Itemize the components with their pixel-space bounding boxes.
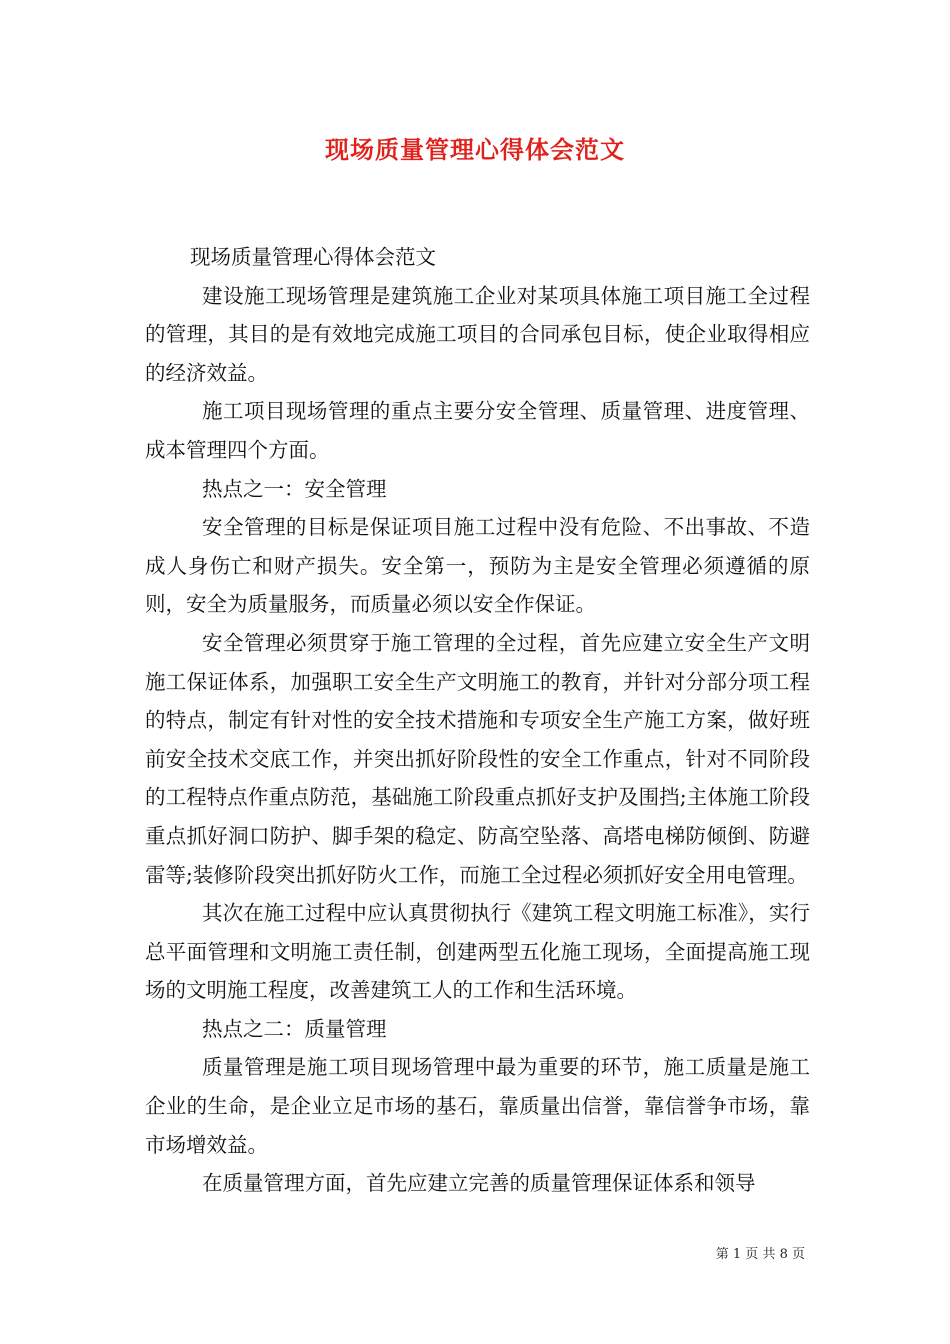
document-title: 现场质量管理心得体会范文 — [325, 135, 625, 164]
heading-safety: 热点之一：安全管理 — [202, 476, 387, 501]
paragraph-safety-goal: 安全管理的目标是保证项目施工过程中没有危险、不出事故、不造成人身伤亡和财产损失。安全第一，预防为主是安全管理必须遵循的原则，安全为质量服务，而质量必须以安全作保证。 — [145, 515, 810, 617]
paragraph-civilized-construction: 其次在施工过程中应认真贯彻执行《建筑工程文明施工标准》，实行总平面管理和文明施工责任制，创建两型五化施工现场，全面提高施工现场的文明施工程度，改善建筑工人的工作和生活环境。 — [145, 901, 810, 1003]
footer-suffix: 页 — [791, 1247, 805, 1262]
paragraph-intro: 建设施工现场管理是建筑施工企业对某项具体施工项目施工全过程的管理，其目的是有效地完成施工项目的合同承包目标，使企业取得相应的经济效益。 — [145, 283, 810, 385]
paragraph-quality-importance: 质量管理是施工项目现场管理中最为重要的环节，施工质量是施工企业的生命，是企业立足市场的基石，靠质量出信誉，靠信誉争市场，靠市场增效益。 — [145, 1055, 810, 1157]
page-number-footer — [716, 1246, 805, 1264]
footer-prefix: 第 — [715, 1247, 729, 1262]
footer-total-pages: 8 — [779, 1247, 788, 1262]
footer-current-page: 1 — [732, 1247, 742, 1262]
heading-quality: 热点之二：质量管理 — [202, 1016, 387, 1041]
paragraph-quality-system: 在质量管理方面，首先应建立完善的质量管理保证体系和领导 — [202, 1171, 756, 1196]
document-subtitle: 现场质量管理心得体会范文 — [190, 245, 436, 269]
paragraph-safety-process: 安全管理必须贯穿于施工管理的全过程，首先应建立安全生产文明施工保证体系，加强职工安全生产文明施工的教育，并针对分部分项工程的特点，制定有针对性的安全技术措施和专项安全生产施工方案，做好班前安全技术交底工作，并突出抓好阶段性的安全工作重点，针对不同阶段的工程特点作重点防范，基础施工阶段重点抓好支护及围挡;主体施工阶段重点抓好洞口防护、脚手架的稳定、防高空坠落、高塔电梯防倾倒、防避雷等;装修阶段突出抓好防火工作，而施工全过程必须抓好安全用电管理。 — [145, 630, 810, 887]
footer-middle: 页 共 — [745, 1247, 776, 1262]
document-body — [145, 238, 810, 1203]
paragraph-focus-areas: 施工项目现场管理的重点主要分安全管理、质量管理、进度管理、成本管理四个方面。 — [145, 399, 810, 462]
